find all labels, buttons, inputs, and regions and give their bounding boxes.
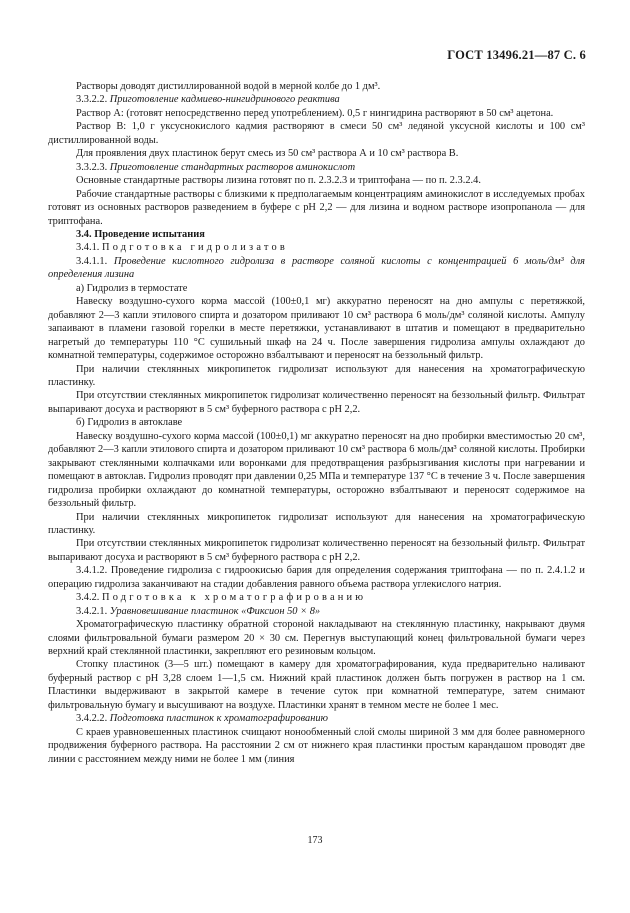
section-title: Проведение испытания [94,228,205,240]
section-number: 3.3.2.2. [76,94,110,106]
paragraph: С краев уравновешенных пластинок счищают нонообменный слой смолы шириной 3 мм для более равномерного продвижения буферного раствора. На расстоянии 2 см от нижнего края пластинки простым карандашом проводят две линии с расстоянием между ними не более 1 мм (линия [48,726,585,765]
paragraph: При отсутствии стеклянных микропипеток гидролизат количественно переносят на беззольный фильтр. Фильтрат выпаривают досуха и растворяют в 5 см³ буферного раствора с рН 2,2. [48,538,585,563]
paragraph: Раствор В: 1,0 г уксуснокислого кадмия растворяют в смеси 50 см³ ледяной уксусной кислоты и 100 см³ дистиллированной воды. [48,121,585,146]
section-title: Подготовка к хроматографированию [101,592,367,604]
section-heading [48,241,585,254]
section-number: 3.4.1.1. [76,255,114,267]
section-number: 3.4.2.1. [76,605,110,617]
paragraph: При наличии стеклянных микропипеток гидролизат используют для нанесения на хроматографическую пластинку. [48,363,585,388]
section-number: 3.4. [76,228,95,240]
paragraph: Основные стандартные растворы лизина готовят по п. 2.3.2.3 и триптофана — по п. 2.3.2.4. [76,175,481,187]
paragraph: 3.4.1.2. Проведение гидролиза с гидроокисью бария для определения содержания триптофана — по п. 2.4.1.2 и операцию гидролиза заканчивают на стадии добавления равного объема раствора углекислого натрия. [48,565,585,590]
section-title: Приготовление стандартных растворов аминокислот [109,161,356,173]
section-heading [48,161,585,174]
paragraph: При наличии стеклянных микропипеток гидролизат используют для нанесения на хроматографическую пластинку. [48,511,585,536]
paragraph: При отсутствии стеклянных микропипеток гидролизат количественно переносят на беззольный фильтр. Фильтрат выпаривают досуха и растворяют в 5 см³ буферного раствора с рН 2,2. [48,390,585,415]
section-heading [48,591,585,604]
section-heading [48,228,585,241]
document-body [48,80,585,766]
section-number: 3.3.2.3. [76,161,110,173]
section-title: Подготовка пластинок к хроматографированию [109,713,328,725]
paragraph: Хроматографическую пластинку обратной стороной накладывают на стеклянную пластинку, накрывают двумя слоями фильтровальной бумаги размером 20 × 30 см. Перегнув выступающий конец фильтровальной бумаги через верхний край стеклянной пластинки, закрепляют его резиновым кольцом. [48,619,585,658]
page-number: 173 [307,835,323,846]
paragraph: Для проявления двух пластинок берут смесь из 50 см³ раствора А и 10 см³ раствора В. [76,148,459,160]
section-number: 3.4.2. [76,592,102,604]
section-title: Подготовка гидролизатов [101,242,288,254]
section-heading [48,712,585,725]
section-number: 3.4.1. [76,242,102,254]
paragraph: Растворы доводят дистиллированной водой в мерной колбе до 1 дм³. [76,81,381,92]
paragraph: Навеску воздушно-сухого корма массой (100±0,1) мг аккуратно переносят на дно пробирки вместимостью 20 см³, добавляют 2—3 капли этилового спирта и дозатором приливают 10 см³ раствора 6 моль/дм³ соляной кислоты. Пробирки закрывают стеклянными колпачками или воронками для предотвращения разбрызгивания кислоты при нагревании и помещают в автоклав. Гидролиз проводят при давлении 0,25 МПа и температуре 137 °С в течение 3 ч. После завершения гидролиза пробирки охлаждают до комнатной температуры, осторожно взбалтывают и переносят содержимое на беззольный фильтр. [48,430,585,510]
paragraph: б) Гидролиз в автоклаве [76,417,183,429]
section-title: Проведение кислотного гидролиза в растворе соляной кислоты с концентрацией 6 моль/дм³ для определения лизина [48,255,585,281]
section-number: 3.4.2.2. [76,713,110,725]
section-title: Уравновешивание пластинок «Фиксион 50 × 8» [109,605,321,617]
page-header: ГОСТ 13496.21—87 С. 6 [447,48,586,62]
section-heading [48,605,585,618]
paragraph: а) Гидролиз в термостате [76,282,188,294]
paragraph: Навеску воздушно-сухого корма массой (100±0,1 мг) аккуратно переносят на дно ампулы с перетяжкой, добавляют 2—3 капли этилового спирта и дозатором приливают 10 см³ раствора 6 моль/дм³ соляной кислоты. Ампулу запаивают в пламени газовой горелки в месте перетяжки, устанавливают в штатив и помещают в предварительно нагретый до температуры 110 °С сушильный шкаф на 24 ч. После завершения гидролиза ампулы охлаждают до комнатной температуры, содержимое осторожно взбалтывают и переносят на беззольный фильтр. [48,296,585,362]
section-title: Приготовление кадмиево-нингидринового реактива [109,94,340,106]
section-heading [48,93,585,106]
section-heading [48,255,585,282]
paragraph: Стопку пластинок (3—5 шт.) помещают в камеру для хроматографирования, куда предварительно наливают буферный раствор с рН 3,28 слоем 1—1,5 см. Нижний край пластинок должен быть погружен в раствор на 1 см. Пластинки выдерживают в закрытой камере в течение суток при комнатной температуре, затем снимают фильтровальную бумагу и высушивают на воздухе. Пластинки хранят в темном месте не более 1 мес. [48,659,585,711]
paragraph: Раствор А: (готовят непосредственно перед употреблением). 0,5 г нингидрина растворяют в 50 см³ ацетона. [76,107,554,119]
paragraph: Рабочие стандартные растворы с близкими к предполагаемым концентрациям аминокислот в исследуемых пробах готовят из основных растворов разведением в буфере с рН 2,2 — для лизина и водном растворе изопропанола — для триптофана. [48,188,585,227]
